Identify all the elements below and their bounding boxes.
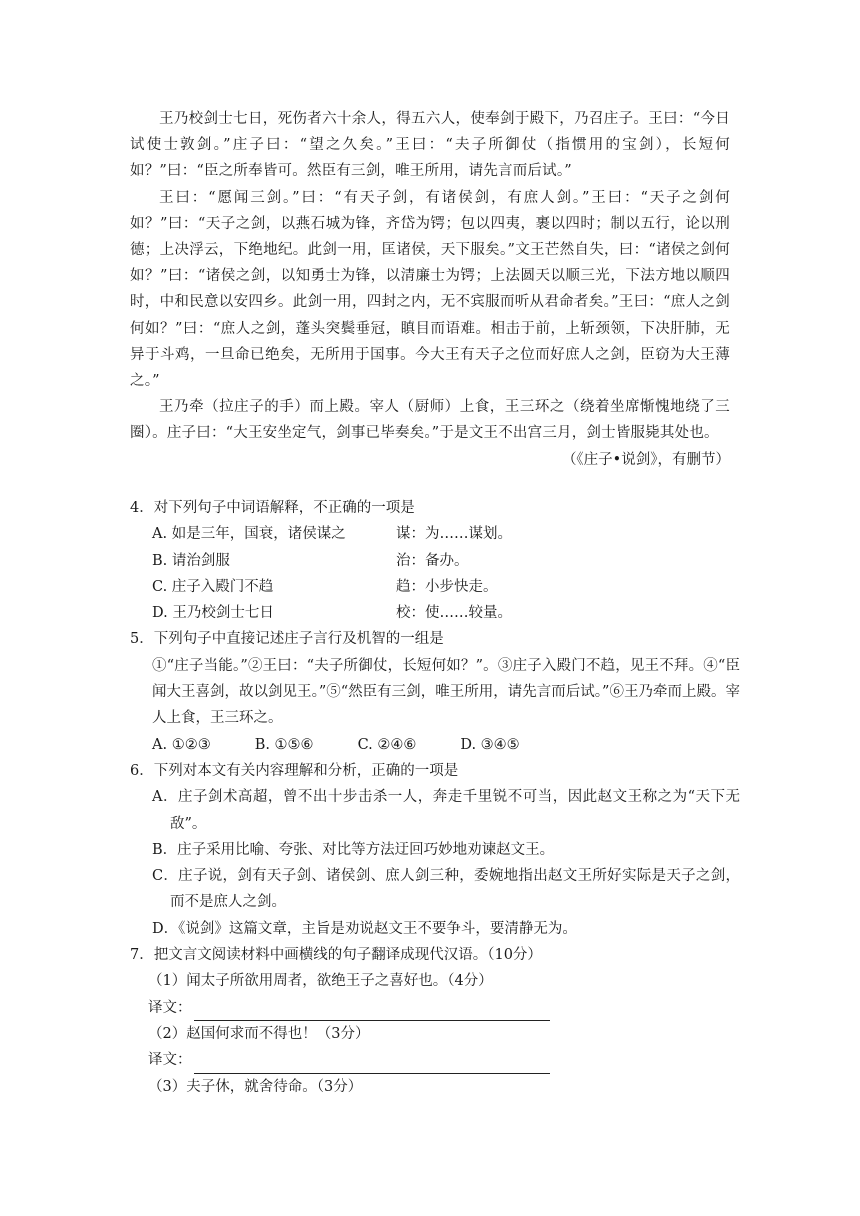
question-6-option-c: C．庄子说，剑有天子剑、诸侯剑、庶人剑三种，委婉地指出赵文王所好实际是天子之剑，而不是庶人之剑。 — [152, 868, 740, 911]
option-gloss: 治：备办。 — [396, 552, 469, 569]
question-7-item-3: （3）夫子休，就舍待命。（3分） — [148, 1078, 363, 1095]
option-sentence: C. 庄子入殿门不趋 — [152, 578, 274, 595]
question-4-stem: 4．对下列句子中词语解释，不正确的一项是 — [130, 500, 415, 516]
choice-c: C. ②④⑥ — [357, 736, 417, 753]
question-4-option-b — [152, 548, 740, 574]
question-6-option-b: B．庄子采用比喻、夸张、对比等方法迂回巧妙地劝谏赵文王。 — [152, 841, 555, 858]
question-6-option-d: D．《说剑》这篇文章，主旨是劝说赵文王不要争斗，要清静无为。 — [152, 920, 577, 937]
option-gloss: 校：使……较量。 — [396, 605, 512, 622]
passage-paragraph: 王曰：“愿闻三剑。”曰：“有天子剑，有诸侯剑，有庶人剑。”王曰：“天子之剑何如？”曰：“天子之剑，以燕石城为锋，齐岱为锷；包以四夷，裹以四时；制以五行，论以刑德；上决浮云，下绝地纪。此剑一用，匡诸侯，天下服矣。”文王芒然自失，曰：“诸侯之剑何如？”曰：“诸侯之剑，以知勇士为锋，以清廉士为锷；上法圆天以顺三光，下法方地以顺四时，中和民意以安四乡。此剑一用，四封之内，无不宾服而听从君命者矣。”王曰：“庶人之剑何如？”曰：“庶人之剑，蓬头突鬓垂冠，瞋目而语难。相击于前，上斩颈领，下决肝肺，无异于斗鸡，一旦命已绝矣，无所用于国事。今大王有天子之位而好庶人之剑，臣窃为大王薄之。” — [130, 189, 730, 390]
choice-a: A. ①②③ — [152, 736, 211, 753]
question-4-option-d — [152, 600, 740, 626]
choice-d: D. ③④⑤ — [460, 736, 520, 753]
choice-b: B. ①⑤⑥ — [254, 736, 314, 753]
answer-label: 译文： — [148, 1052, 192, 1069]
question-5-choices — [152, 732, 740, 758]
option-sentence: A. 如是三年，国衰，诸侯谋之 — [152, 526, 346, 543]
passage-source: （《庄子•说剑》，有删节） — [561, 451, 730, 468]
option-gloss: 趋：小步快走。 — [396, 578, 498, 595]
question-7-item-2: （2）赵国何求而不得也！（3分） — [148, 1025, 370, 1042]
answer-label: 译文： — [148, 999, 192, 1016]
answer-blank[interactable] — [194, 1001, 550, 1021]
passage-paragraph: 王乃校剑士七日，死伤者六十余人，得五六人，使奉剑于殿下，乃召庄子。王曰：“今日试使士敦剑。”庄子曰：“望之久矣。”王曰：“夫子所御仗（指惯用的宝剑），长短何如？”曰：“臣之所奉皆可。然臣有三剑，唯王所用，请先言而后试。” — [130, 111, 730, 180]
option-sentence: B. 请治剑服 — [152, 552, 230, 569]
option-gloss: 谋：为……谋划。 — [396, 526, 512, 543]
question-4-option-a — [152, 521, 740, 547]
question-6-option-a: A．庄子剑术高超，曾不出十步击杀一人，奔走千里锐不可当，因此赵文王称之为“天下无敌”。 — [152, 789, 740, 832]
question-5-stem: 5．下列句子中直接记述庄子言行及机智的一组是 — [130, 631, 444, 648]
question-5-body: ①“庄子当能。”②王曰：“夫子所御仗，长短何如？”。③庄子入殿门不趋，见王不拜。④“臣闻大王喜剑，故以剑见王。”⑤“然臣有三剑，唯王所用，请先言而后试。”⑥王乃牵而上殿。宰人上食，王三环之。 — [152, 657, 740, 727]
question-7-stem: 7．把文言文阅读材料中画横线的句子翻译成现代汉语。（10分） — [130, 947, 542, 964]
question-6-stem: 6．下列对本文有关内容理解和分析，正确的一项是 — [130, 762, 459, 779]
reading-passage — [130, 106, 730, 473]
question-4-option-c — [152, 574, 740, 600]
answer-line-2 — [148, 1047, 740, 1073]
option-sentence: D. 王乃校剑士七日 — [152, 605, 274, 622]
passage-paragraph: 王乃牵（拉庄子的手）而上殿。宰人（厨师）上食，王三环之（绕着坐席惭愧地绕了三圈）。庄子曰：“大王安坐定气，剑事已毕奏矣。”于是文王不出宫三月，剑士皆服毙其处也。 — [130, 399, 730, 442]
answer-blank[interactable] — [194, 1054, 550, 1074]
question-list — [130, 495, 740, 1100]
question-7-item-1: （1）闻太子所欲用周者，欲绝王子之喜好也。（4分） — [148, 973, 493, 990]
answer-line-1 — [148, 995, 740, 1021]
